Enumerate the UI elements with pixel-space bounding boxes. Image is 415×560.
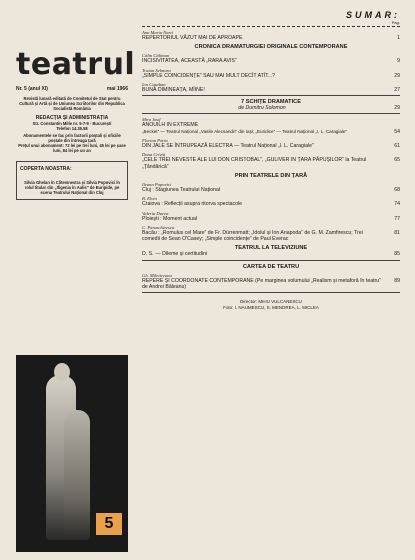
divider (142, 260, 400, 261)
toc-entry[interactable] (142, 187, 400, 193)
toc-entry[interactable] (142, 143, 400, 149)
entry-page: 74 (394, 201, 400, 208)
issue-date: mai 1966 (106, 86, 128, 92)
cover-note-title: COPERTA NOASTRA: (20, 166, 72, 172)
entry-author: Mira Iosif (142, 117, 161, 123)
redaction-title: REDACȚIA ȘI ADMINISTRAȚIA (35, 115, 109, 121)
toc-entry[interactable] (142, 157, 400, 170)
summary-column (142, 10, 400, 311)
entry-page: 29 (394, 105, 400, 112)
entry-page: 29 (394, 72, 400, 79)
entry-title: INCISIVITATEA, ACEASTĂ „RARA AVIS” (142, 58, 237, 65)
entry-title: REPERTORIUL VĂZUT MAI DE APROAPE (142, 35, 243, 41)
entry-author: Valeria Ducea (142, 210, 169, 216)
cover-photo (16, 355, 128, 552)
director-credit: Director: MIHU VULCANESCU (240, 299, 302, 305)
entry-page: 77 (394, 215, 400, 222)
entry-page: 68 (394, 186, 400, 193)
section-heading: TEATRUL LA TELEVIZIUNE (234, 245, 308, 252)
toc-entry[interactable] (142, 73, 400, 79)
page-column-header: Pag. (391, 20, 400, 25)
entry-page: 89 (394, 277, 400, 284)
entry-title: REPERE ȘI COORDONATE CONTEMPORANE (Pe marginea volumului „Realism și metaforă în teatru” de Andrei Băleanu) (142, 277, 381, 291)
entry-title: „CELE TREI NEVESTE ALE LUI DON CRISTOBAL”, „GULIVER IN ȚARA PĂPUȘILOR” la Teatrul „Țăndărică” (142, 157, 367, 170)
entry-page: 85 (394, 251, 400, 258)
entry-author: Ana Maria Narti (142, 30, 173, 35)
entry-author: C. Paraschivescu (142, 224, 175, 230)
divider (142, 95, 400, 96)
section-heading: 7 SCHIȚE DRAMATICE (241, 99, 301, 106)
entry-subtitle: de Dumitru Solomon (238, 105, 286, 112)
toc-entry[interactable] (142, 129, 400, 135)
entry-title: DIN JALE SE ÎNTRUPEAZĂ ELECTRA — Teatrul Național „I. L. Caragiale” (142, 143, 314, 150)
entry-author: Ion Cazaban (142, 81, 166, 87)
entry-author: B. Elvin (142, 196, 157, 202)
issue-line (16, 86, 128, 92)
redaction-address: Str. Constantin Mille nr. 5-7-9 - București (32, 121, 112, 126)
entry-page: 54 (394, 128, 400, 135)
entry-title: Cluj : Stagiunea Teatrului Național (142, 186, 221, 193)
entry-page: 65 (394, 157, 400, 164)
entry-title: Craiova : Reflecții asupra ritorva spectacole (142, 201, 243, 208)
entry-author: Ileana Popovici (142, 181, 172, 187)
credits (142, 299, 400, 311)
entry-author: Dana Crivăț (142, 152, 166, 158)
actress-figure (64, 410, 90, 540)
subscription-info: Abonamentele se fac prin factorii poștali și oficiile poștale din întreaga țară (23, 133, 121, 143)
cover-note-text: Silvia Ghelan în Clitemnestra și Silvia Popovici în rolul titular din „Ifigenia în Aulis” de Euripide, pe scena Teatrului Național din Cluj (24, 180, 120, 195)
entry-author: Florian Potra (142, 138, 168, 144)
toc-entry[interactable] (142, 278, 400, 291)
summary-title: SUMAR: (346, 10, 400, 20)
entry-title: BUNĂ DIMINEAȚA, MÎINE! (142, 86, 205, 93)
entry-title: Bacău : „Romulus cel Mare” de Fr. Dürrenmatt; „Idolul și Ion Anapoda” de G. M. Zamfirescu; Trei comedii de Sean O'Casey; „Simple coincidențe” de Paul Everac (142, 229, 363, 243)
masthead-description: Revistă lunară editată de Comitetul de Stat pentru Cultură și Artă și de Uniunea Scriitorilor din Republica Socialistă România (19, 96, 125, 111)
photo-credit: Foto: I. NAUMESCU, S. MENDREA, L. MICLEA (223, 305, 319, 311)
entry-page: 81 (394, 229, 400, 236)
divider (142, 113, 400, 114)
cover-note-box (16, 161, 128, 200)
entry-page: 61 (394, 143, 400, 150)
toc-entry[interactable] (142, 105, 400, 111)
subscription-price: Prețul unui abonament: 72 lei pe trei luni, 45 lei pe șase luni, 84 lei pe un an (18, 143, 126, 153)
entry-title: Ploiești : Moment actual (142, 215, 198, 222)
entry-page: 1 (397, 35, 400, 41)
divider (142, 26, 400, 27)
divider (142, 292, 400, 293)
toc-entry[interactable] (142, 230, 400, 243)
section-heading: CARTEA DE TEATRU (242, 263, 300, 270)
toc-entry[interactable] (142, 35, 400, 41)
toc-entry[interactable] (142, 58, 400, 64)
entry-title: D. S. (142, 251, 154, 258)
entry-page: 9 (397, 58, 400, 65)
actress-head (54, 363, 70, 381)
entry-page: 27 (394, 86, 400, 93)
section-heading: PRIN TEATRELE DIN ȚARĂ (234, 172, 308, 179)
magazine-logo: teatrul (16, 47, 136, 82)
entry-author: Călin Căliman (142, 53, 170, 59)
entry-detail: „Becket” — Teatrul Național „Vasile Alecsandri” din Iași; „Euridice” — Teatrul Național „I. L. Caragiale” (142, 128, 348, 134)
redaction-phone: Telefon 14.35.58 (56, 126, 88, 131)
section-heading: CRONICA DRAMATURGIEI ORIGINALE CONTEMPORANE (194, 44, 348, 51)
entry-author: Gh. Mileticeanu (142, 272, 172, 278)
toc-entry[interactable] (142, 87, 400, 93)
toc-entry[interactable] (142, 201, 400, 207)
toc-entry[interactable] (142, 251, 400, 257)
entry-title: ANOUILH IN EXTREME (142, 122, 199, 129)
toc-entry[interactable] (142, 216, 400, 222)
entry-author: Traian Șelmaru (142, 67, 171, 73)
entry-title: „SIMPLE COINCIDENȚE” SAU MAI MULT DECÎT ATÎT...? (142, 72, 276, 79)
entry-title: — Dileme și certitudini (155, 251, 208, 258)
issue-number: Nr. 5 (anul XI) (16, 86, 48, 92)
cover-issue-number: 5 (96, 513, 122, 535)
masthead-column (16, 10, 136, 550)
